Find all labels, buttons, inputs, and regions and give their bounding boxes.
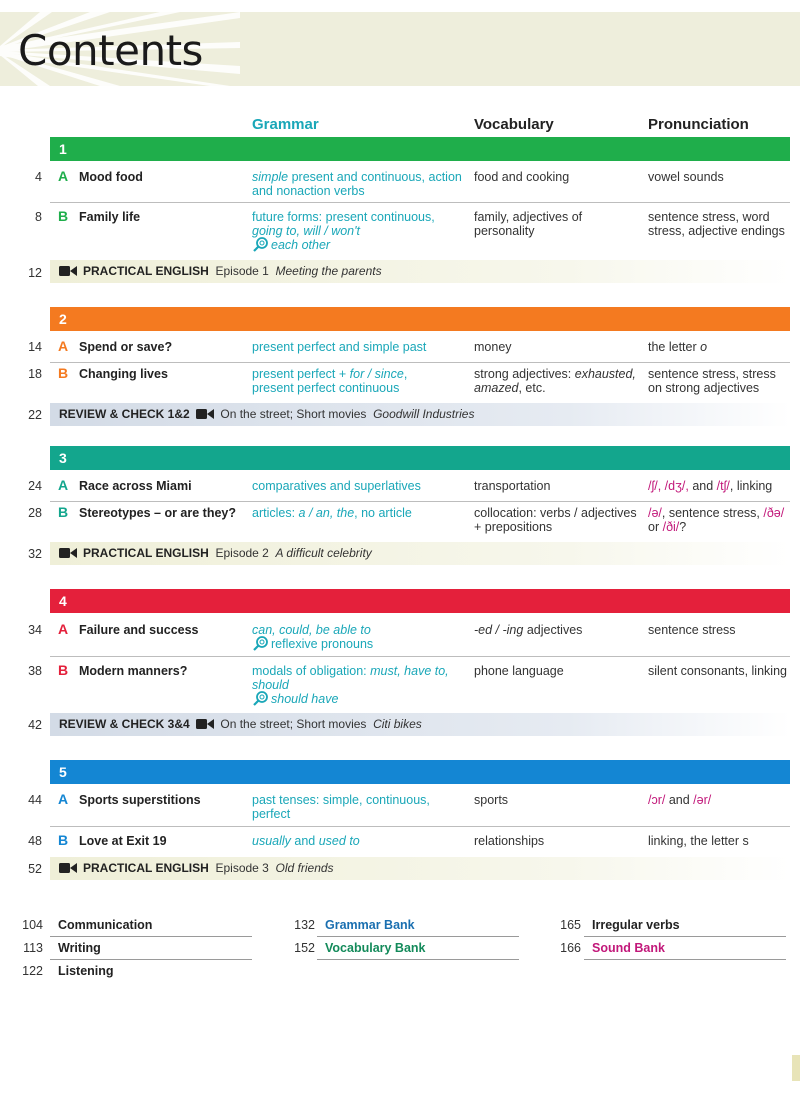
page-number: 52 xyxy=(28,862,42,876)
vocabulary-cell: money xyxy=(474,340,512,354)
footer-link-communication[interactable]: 104 Communication xyxy=(22,918,153,932)
lesson-letter: B xyxy=(58,504,69,520)
column-header-grammar: Grammar xyxy=(252,116,319,133)
vocabulary-cell: strong adjectives: exhausted, amazed, etc. xyxy=(474,367,636,395)
footer-divider xyxy=(50,936,252,937)
row-divider xyxy=(50,826,790,827)
unit-5-bar: 5 xyxy=(50,760,790,784)
footer-link-irregular-verbs[interactable]: 165 Irregular verbs xyxy=(560,918,680,932)
unit-4-bar: 4 xyxy=(50,589,790,613)
footer-col-3 xyxy=(540,918,800,968)
page-number: 22 xyxy=(28,408,42,422)
page-number: 24 xyxy=(28,479,42,493)
vocabulary-cell: collocation: verbs / adjectives + prepositions xyxy=(474,506,637,534)
vocabulary-cell: -ed / -ing adjectives xyxy=(474,623,583,637)
footer-link-writing[interactable]: 113 Writing xyxy=(23,941,101,955)
lesson-letter: A xyxy=(58,338,69,354)
lesson-letter: B xyxy=(58,365,69,381)
page-number: 8 xyxy=(35,210,42,224)
lesson-letter: A xyxy=(58,168,69,184)
lesson-letter: A xyxy=(58,621,69,637)
vocabulary-cell: phone language xyxy=(474,664,564,678)
lesson-title: Sports superstitions xyxy=(79,793,201,807)
row-divider xyxy=(50,501,790,502)
unit-1-bar: 1 xyxy=(50,137,790,161)
page-number: 42 xyxy=(28,718,42,732)
grammar-cell: modals of obligation: must, have to, should should have xyxy=(252,664,449,706)
pronunciation-cell: /ɔr/ and /ər/ xyxy=(648,793,712,807)
grammar-cell: future forms: present continuous, going to, will / won't each other xyxy=(252,210,435,252)
grammar-cell: comparatives and superlatives xyxy=(252,479,421,493)
grammar-cell: can, could, be able to reflexive pronouns xyxy=(252,623,374,651)
practical-english-strip-1[interactable]: PRACTICAL ENGLISH Episode 1 Meeting the parents xyxy=(50,260,790,283)
pronunciation-cell: sentence stress xyxy=(648,623,736,637)
lesson-letter: A xyxy=(58,477,69,493)
unit-2-bar: 2 xyxy=(50,307,790,331)
footer-divider xyxy=(317,936,519,937)
pronunciation-cell: /ʃ/, /dʒ/, and /tʃ/, linking xyxy=(648,479,773,493)
vocabulary-cell: sports xyxy=(474,793,509,807)
lesson-title: Modern manners? xyxy=(79,664,188,678)
lesson-letter: B xyxy=(58,662,69,678)
lesson-title: Spend or save? xyxy=(79,340,173,354)
row-divider xyxy=(50,656,790,657)
page-number: 4 xyxy=(35,170,42,184)
magnifier-icon xyxy=(252,237,269,252)
pronunciation-cell: silent consonants, linking xyxy=(648,664,787,678)
pronunciation-cell: vowel sounds xyxy=(648,170,724,184)
footer-link-grammar-bank[interactable]: 132 Grammar Bank xyxy=(294,918,415,932)
pronunciation-cell: sentence stress, word stress, adjective endings xyxy=(648,210,785,238)
footer-link-vocabulary-bank[interactable]: 152 Vocabulary Bank xyxy=(294,941,426,955)
vocabulary-cell: food and cooking xyxy=(474,170,570,184)
row-divider xyxy=(50,202,790,203)
grammar-cell: present perfect and simple past xyxy=(252,340,427,354)
page-edge-tab xyxy=(792,1055,800,1081)
page-number: 38 xyxy=(28,664,42,678)
footer-col-2 xyxy=(270,918,530,968)
page-number: 12 xyxy=(28,266,42,280)
footer-divider xyxy=(584,936,786,937)
lesson-letter: A xyxy=(58,791,69,807)
pronunciation-cell: /ə/, sentence stress, /ðə/ or /ði/? xyxy=(648,506,785,534)
lesson-title: Stereotypes – or are they? xyxy=(79,506,237,520)
lesson-title: Race across Miami xyxy=(79,479,192,493)
page-number: 14 xyxy=(28,340,42,354)
lesson-title: Changing lives xyxy=(79,367,168,381)
pronunciation-cell: sentence stress, stress on strong adjectives xyxy=(648,367,776,395)
practical-english-strip-2[interactable]: PRACTICAL ENGLISH Episode 2 A difficult celebrity xyxy=(50,542,790,565)
page-number: 48 xyxy=(28,834,42,848)
lesson-letter: B xyxy=(58,208,69,224)
magnifier-icon xyxy=(252,636,269,651)
lesson-title: Mood food xyxy=(79,170,143,184)
lesson-letter: B xyxy=(58,832,69,848)
page-number: 28 xyxy=(28,506,42,520)
footer-link-listening[interactable]: 122 Listening xyxy=(22,964,114,978)
column-header-vocabulary: Vocabulary xyxy=(474,116,554,133)
page-number: 44 xyxy=(28,793,42,807)
vocabulary-cell: family, adjectives of personality xyxy=(474,210,583,238)
lesson-title: Family life xyxy=(79,210,141,224)
magnifier-icon xyxy=(252,691,269,706)
grammar-cell: past tenses: simple, continuous, perfect xyxy=(252,793,430,821)
lesson-title: Love at Exit 19 xyxy=(79,834,167,848)
pronunciation-cell: linking, the letter s xyxy=(648,834,749,848)
footer-divider xyxy=(50,959,252,960)
pronunciation-cell: the letter o xyxy=(648,340,708,354)
vocabulary-cell: relationships xyxy=(474,834,545,848)
footer-col-1 xyxy=(0,918,260,988)
lesson-title: Failure and success xyxy=(79,623,199,637)
row-divider xyxy=(50,362,790,363)
footer-link-sound-bank[interactable]: 166 Sound Bank xyxy=(560,941,665,955)
footer-divider xyxy=(317,959,519,960)
column-header-pronunciation: Pronunciation xyxy=(648,116,749,133)
practical-english-strip-3[interactable]: PRACTICAL ENGLISH Episode 3 Old friends xyxy=(50,857,790,880)
unit-3-bar: 3 xyxy=(50,446,790,470)
vocabulary-cell: transportation xyxy=(474,479,551,493)
video-camera-icon xyxy=(196,408,214,420)
grammar-cell: simple present and continuous, action and nonaction verbs xyxy=(252,170,462,198)
grammar-cell: present perfect + for / since, present perfect continuous xyxy=(252,367,408,395)
video-camera-icon xyxy=(196,718,214,730)
grammar-cell: usually and used to xyxy=(252,834,360,848)
review-check-strip-1[interactable]: REVIEW & CHECK 1&2 On the street; Short movies Goodwill Industries xyxy=(50,403,790,426)
page-number: 18 xyxy=(28,367,42,381)
footer-divider xyxy=(584,959,786,960)
review-check-strip-2[interactable]: REVIEW & CHECK 3&4 On the street; Short movies Citi bikes xyxy=(50,713,790,736)
page-number: 32 xyxy=(28,547,42,561)
video-camera-icon xyxy=(59,862,77,874)
video-camera-icon xyxy=(59,547,77,559)
grammar-cell: articles: a / an, the, no article xyxy=(252,506,412,520)
video-camera-icon xyxy=(59,265,77,277)
page-number: 34 xyxy=(28,623,42,637)
page-title: Contents xyxy=(18,26,203,75)
